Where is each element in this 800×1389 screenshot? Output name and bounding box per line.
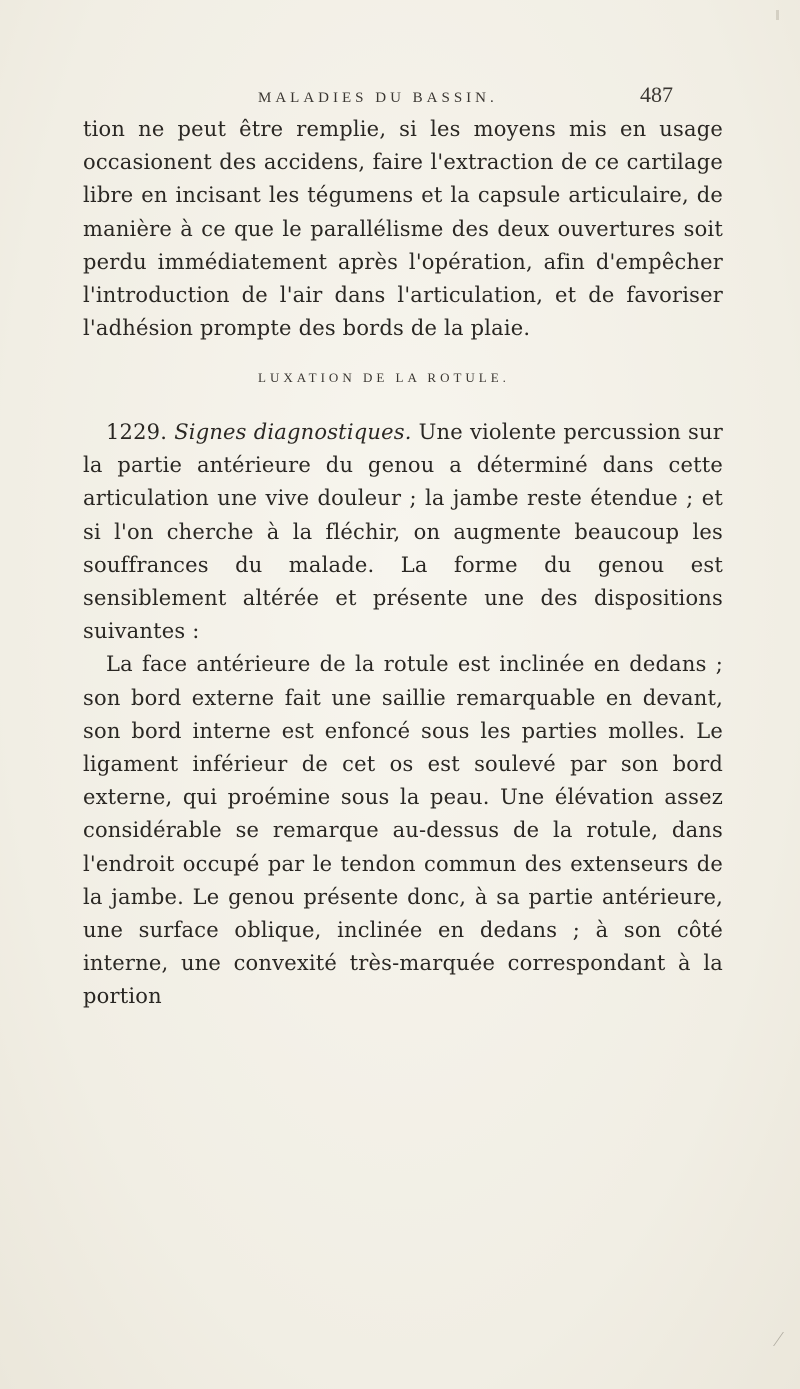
paragraph-body: Une violente percussion sur la partie antérieure du genou a déterminé dans cette articulation une vive douleur ; la jambe reste étendue ; et si l'on cherche à la fléchir, on augmente beaucoup les souffrances du malade. La forme du genou est sensiblement altérée et présente une des dispositions suivantes : — [83, 420, 723, 644]
paragraph-continuation: tion ne peut être remplie, si les moyens mis en usage occasionent des accidens, faire l'extraction de ce cartilage libre en incisant les tégumens et la capsule articulaire, de manière à ce que le parallélisme des deux ouvertures soit perdu immédiatement après l'opération, afin d'empêcher l'introduction de l'air dans l'articulation, et de favoriser l'adhésion prompte des bords de la plaie. — [83, 117, 723, 341]
paragraph-diagnostic-signs — [83, 416, 723, 1014]
section-title: LUXATION DE LA ROTULE. — [258, 370, 510, 385]
paragraph-heading: Signes diagnostiques. — [174, 420, 412, 444]
paragraph-description: La face antérieure de la rotule est inclinée en dedans ; son bord externe fait une saillie remarquable en devant, son bord interne est enfoncé sous les parties molles. Le ligament inférieur de cet os est soulevé par son bord externe, qui proémine sous la peau. Une élévation assez considérable se remarque au-dessus de la rotule, dans l'endroit occupé par le tendon commun des extenseurs de la jambe. Le genou présente donc, à sa partie antérieure, une surface oblique, inclinée en dedans ; à son côté interne, une convexité très-marquée correspondant à la portion — [83, 652, 723, 1009]
running-head: MALADIES DU BASSIN. — [258, 90, 498, 106]
page-number: 487 — [640, 82, 673, 107]
corner-mark — [773, 1332, 796, 1346]
paragraph-diagnostic-intro — [83, 416, 723, 648]
margin-mark — [776, 10, 779, 20]
paragraph-number: 1229. — [106, 420, 168, 444]
